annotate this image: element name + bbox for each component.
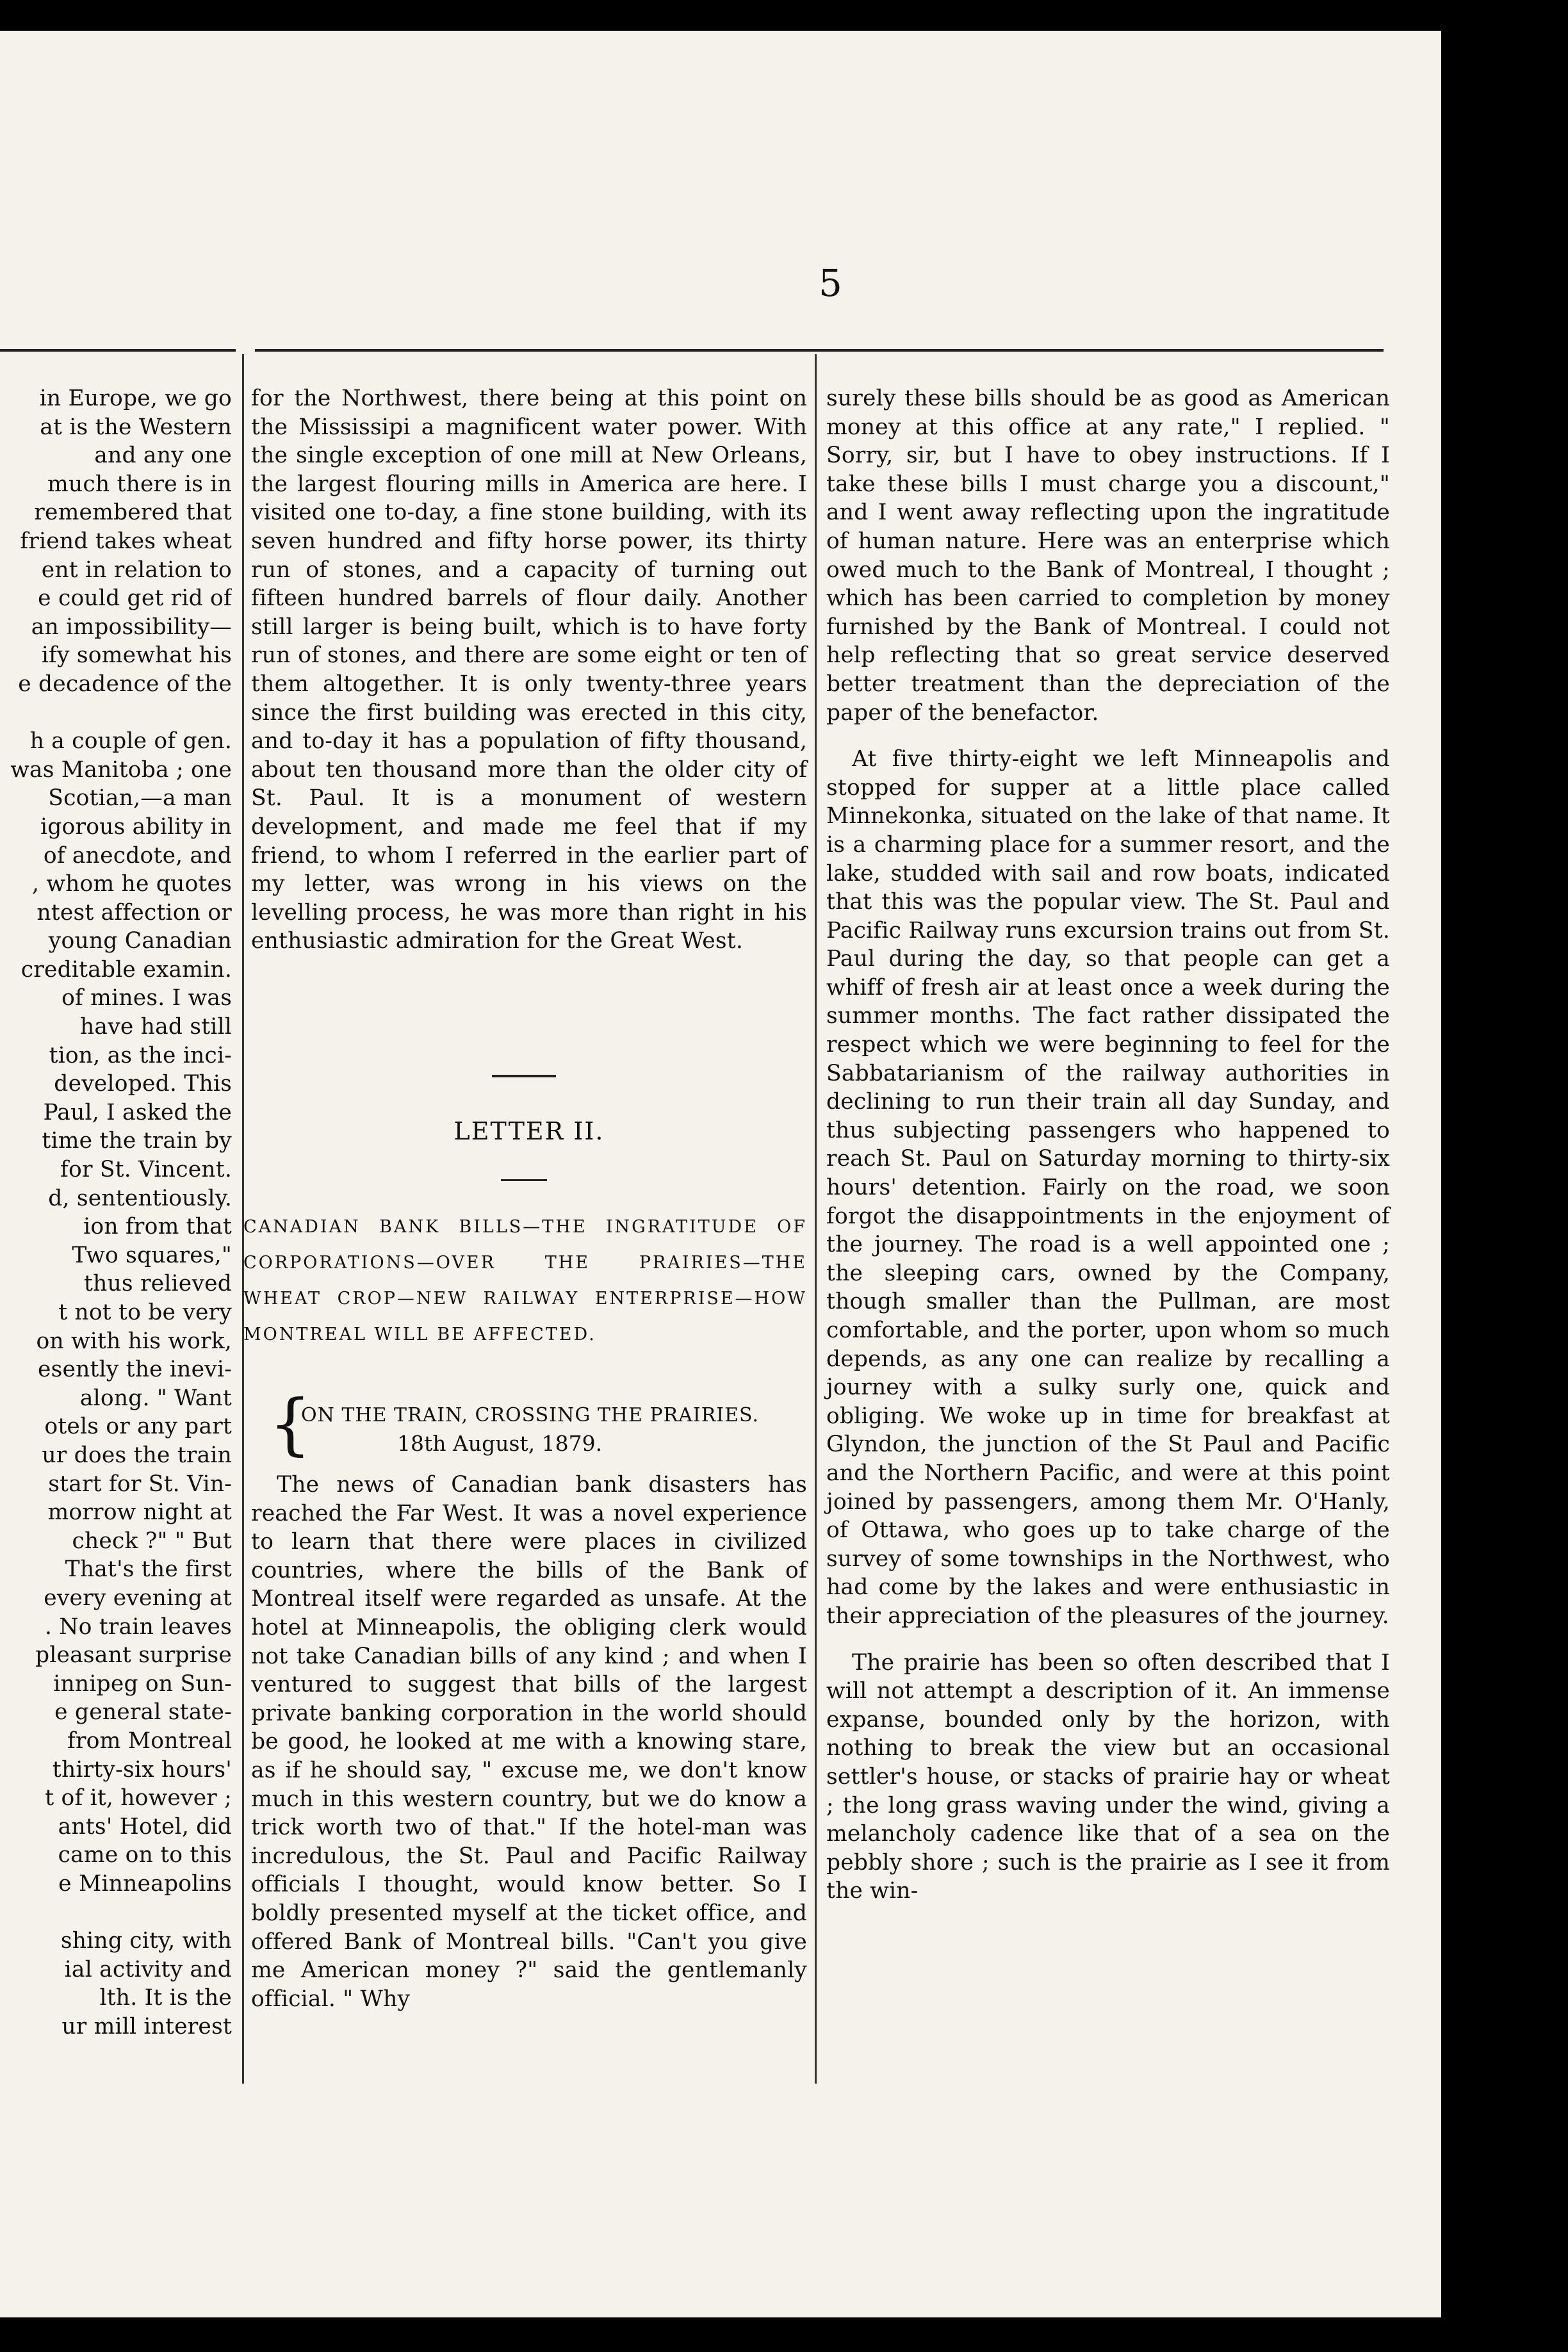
left-fragment-line: on with his work, <box>36 1328 232 1354</box>
newspaper-page <box>0 31 1441 2317</box>
left-fragment-line: t of it, however ; <box>45 1785 232 1811</box>
left-fragment-line: from Montreal <box>67 1727 232 1754</box>
middle-column-body <box>251 1471 807 2013</box>
left-fragment-line: developed. This <box>54 1071 232 1097</box>
left-fragment-line: came on to this <box>58 1842 232 1868</box>
left-fragment-line: was Manitoba ; one <box>10 756 232 783</box>
left-fragment-line: start for St. Vin- <box>48 1471 232 1497</box>
header-rule-right <box>255 349 1384 352</box>
left-fragment-line: remembered that <box>34 500 232 526</box>
paragraph-minneapolis: At five thirty-eight we left Minneapolis and stopped for supper at a little place called Minnekonka, situated on the lake of that name. It is a charming place for a summer resort, and the lake, studded with sail and row boats, indicated that this was the popular view. The St. Paul and Pacific Railway runs excursion trains out from St. Paul during the day, so that people can get a whiff of fresh air at least once a week during the summer months. The fact rather dissipated the respect which we were beginning to feel for the Sabbatarianism of the railway authorities in declining to run their train all day Sunday, and thus subjecting passengers who happened to reach St. Paul on Saturday morning to thirty-six hours' detention. Fairly on the road, we soon forgot the disappointments in the enjoyment of the journey. The road is a well appointed one ; the sleeping cars, owned by the Company, though smaller than the Pullman, are most comfortable, and the porter, upon whom so much depends, as any one can realize by recalling a journey with a sulky surly one, quick and obliging. We woke up in time for breakfast at Glyndon, the junction of the St Paul and Pacific and the Northern Pacific, and were at this point joined by passengers, among them Mr. O'Hanly, of Ottawa, who goes up to take charge of the survey of some townships in the Northwest, who had come by the lakes and were enthusiastic in their appreciation of the pleasures of the journey. <box>826 746 1390 1629</box>
left-fragment-line: e general state- <box>54 1699 232 1726</box>
dateline-brace: { <box>269 1385 312 1463</box>
left-fragment-line <box>0 1898 232 1927</box>
page-number: 5 <box>819 261 842 305</box>
letter-caption: CANADIAN BANK BILLS—THE INGRATITUDE OF CORPORATIONS—OVER THE PRAIRIES—THE WHEAT CROP—NEW RAILWAY ENTERPRISE—HOW MONTREAL WILL BE AFFECTED. <box>243 1217 807 1344</box>
left-fragment-line: ent in relation to <box>41 557 232 583</box>
header-rule-left <box>0 349 236 352</box>
column-divider-right <box>815 354 817 2084</box>
left-fragment-line: an impossibility— <box>31 614 232 640</box>
left-fragment-line: igorous ability in <box>40 813 232 840</box>
left-fragment-line: t not to be very <box>58 1300 232 1325</box>
left-fragment-line: Two squares," <box>72 1242 232 1268</box>
section-rule-bottom <box>501 1179 547 1181</box>
left-fragment-line: otels or any part <box>44 1414 232 1440</box>
left-fragment-line: pleasant surprise <box>35 1642 232 1669</box>
left-fragment-line: time the train by <box>42 1128 232 1154</box>
left-fragment-line: at is the Western <box>40 414 232 440</box>
left-fragment-line <box>0 699 232 728</box>
left-fragment-line: e decadence of the <box>18 671 232 697</box>
left-fragment-line: creditable examin. <box>20 956 232 983</box>
right-column <box>826 384 1390 1906</box>
left-fragment-line: check ?" " But <box>72 1528 232 1554</box>
left-fragment-line: of anecdote, and <box>43 842 232 869</box>
left-fragment-line: thirty-six hours' <box>52 1756 232 1783</box>
left-fragment-line: esently the inevi- <box>37 1357 232 1383</box>
left-fragment-line: ur mill interest <box>61 2013 232 2039</box>
left-fragment-line: thus relieved <box>84 1271 232 1297</box>
left-fragment-line: ion from that <box>83 1214 232 1240</box>
left-fragment-line: Paul, I asked the <box>43 1099 232 1125</box>
left-fragment-line: h a couple of gen. <box>29 728 232 755</box>
left-fragment-line: , whom he quotes <box>32 871 232 897</box>
dateline-date: 18th August, 1879. <box>397 1431 603 1456</box>
dateline <box>269 1401 807 1458</box>
left-fragment-line: friend takes wheat <box>20 528 232 554</box>
left-fragment-line: of mines. I was <box>61 985 232 1011</box>
middle-column-top <box>251 384 807 956</box>
paragraph-flour-mills: for the Northwest, there being at this point on the Mississipi a magnificent water power. With the single exception of one mill at New Orleans, the largest flouring mills in America are here. I visited one to-day, a fine stone building, with its seven hundred and fifty horse power, its thirty run of stones, and a capacity of turning out fifteen hundred barrels of flour daily. Another still larger is being built, which is to have forty run of stones, and there are some eight or ten of them altogether. It is only twenty-three years since the first building was erected in this city, and to-day it has a population of fifty thousand, about ten thousand more than the older city of St. Paul. It is a monument of western development, and made me feel that if my friend, to whom I referred in the earlier part of my letter, was wrong in his views on the levelling process, he was more than right in his enthusiastic admiration for the Great West. <box>251 386 807 954</box>
left-fragment-line: That's the first <box>65 1556 232 1583</box>
left-column-fragment <box>0 384 232 2041</box>
left-fragment-line: ants' Hotel, did <box>58 1813 232 1840</box>
left-fragment-line: every evening at <box>44 1585 232 1611</box>
left-fragment-line: along. " Want <box>79 1385 232 1411</box>
left-fragment-line: shing city, with <box>60 1928 232 1954</box>
left-fragment-line: e could get rid of <box>38 585 232 612</box>
left-fragment-line: ify somewhat his <box>41 642 232 669</box>
left-fragment-line: lth. It is the <box>99 1985 232 2011</box>
left-fragment-line: innipeg on Sun- <box>53 1670 232 1697</box>
left-fragment-line: much there is in <box>47 471 232 497</box>
section-rule-top <box>492 1075 556 1077</box>
left-fragment-line: ial activity and <box>64 1956 232 1982</box>
left-fragment-line: morrow night at <box>47 1499 232 1526</box>
left-fragment-line: e Minneapolins <box>58 1870 232 1897</box>
left-fragment-line: ntest affection or <box>37 899 232 926</box>
left-fragment-line: young Canadian <box>48 928 232 954</box>
left-fragment-line: Scotian,—a man <box>48 785 232 812</box>
paragraph-bank-disasters: The news of Canadian bank disasters has reached the Far West. It was a novel experience to learn that there were places in civilized countries, where the bills of the Bank of Montreal itself were regarded as unsafe. At the hotel at Minneapolis, the obliging clerk would not take Canadian bills of any kind ; and when I ventured to suggest that bills of the largest private banking corporation in the world should be good, he looked at me with a knowing stare, as if he should say, " excuse me, we don't know much in this western country, but we do know a trick worth two of that." If the hotel-man was incredulous, the St. Paul and Pacific Railway officials I thought, would know better. So I boldly presented myself at the ticket office, and offered Bank of Montreal bills. "Can't you give me American money ?" said the gentlemanly official. " Why <box>251 1472 807 2012</box>
paragraph-prairie: The prairie has been so often described that I will not attempt a description of it. An immense expanse, bounded only by the horizon, with nothing to break the view but an occasional settler's house, or stacks of prairie hay or wheat ; the long grass waving under the wind, giving a melancholy cadence like that of a sea on the pebbly shore ; such is the prairie as I see it from the win- <box>826 1649 1390 1904</box>
left-fragment-line: in Europe, we go <box>39 386 232 411</box>
left-fragment-line: for St. Vincent. <box>60 1157 232 1183</box>
left-fragment-line: tion, as the inci- <box>49 1042 232 1068</box>
left-fragment-line: . No train leaves <box>44 1613 232 1640</box>
paragraph-ingratitude: surely these bills should be as good as American money at this office at any rate," I replied. " Sorry, sir, but I have to obey instructions. If I take these bills I must charge you a discount," and I went away reflecting upon the ingratitude of human nature. Here was an enterprise which owed much to the Bank of Montreal, I thought ; which has been carried to completion by money furnished by the Bank of Montreal. I could not help reflecting that so great service deserved better treatment than the depreciation of the paper of the benefactor. <box>826 386 1390 726</box>
left-fragment-line: and any one <box>94 443 232 469</box>
left-fragment-line: ur does the train <box>42 1442 232 1468</box>
left-fragment-line: d, sententiously. <box>48 1185 232 1211</box>
letter-title: LETTER II. <box>453 1117 605 1145</box>
left-fragment-line: have had still <box>80 1014 232 1040</box>
dateline-place: ON THE TRAIN, CROSSING THE PRAIRIES. <box>301 1404 760 1426</box>
